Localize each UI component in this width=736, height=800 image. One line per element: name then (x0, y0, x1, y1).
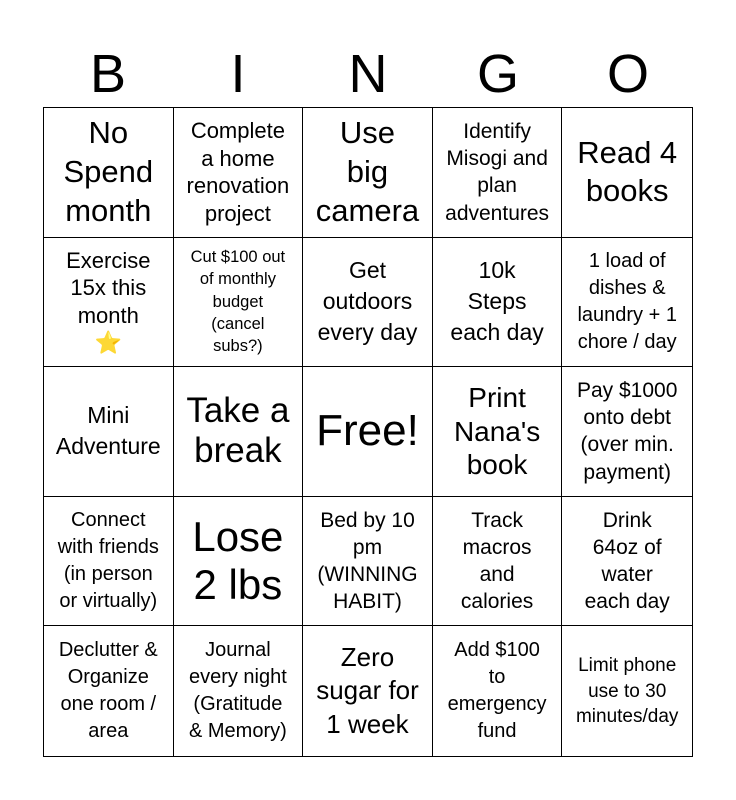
bingo-cell[interactable]: Identify Misogi and plan adventures (433, 108, 563, 238)
bingo-cell[interactable]: Limit phone use to 30 minutes/day (575, 655, 679, 727)
bingo-header (43, 40, 693, 108)
bingo-cell[interactable]: Read 4 books (562, 108, 692, 238)
bingo-cell[interactable]: Lose 2 lbs (174, 497, 304, 627)
bingo-cell[interactable]: Exercise 15x this month ⭐ (44, 238, 174, 368)
bingo-cell[interactable]: Print Nana's book (433, 367, 563, 497)
bingo-cell[interactable]: Bed by 10 pm (WINNING HABIT) (303, 497, 433, 627)
bingo-cell[interactable]: Zero sugar for 1 week (303, 626, 433, 756)
header-letter-g: G (476, 44, 519, 104)
bingo-cell[interactable]: No Spend month (44, 108, 174, 238)
bingo-cell[interactable]: Get outdoors every day (303, 238, 433, 368)
bingo-cell[interactable]: Connect with friends (in person or virtually) (44, 497, 174, 627)
header-letter-n: N (348, 44, 388, 104)
bingo-cell[interactable]: 1 load of dishes & laundry + 1 chore / day (562, 238, 692, 368)
bingo-cell[interactable]: Declutter & Organize one room / area (44, 626, 174, 756)
bingo-cell[interactable]: Cut $100 out of monthly budget (cancel subs?) (174, 238, 304, 368)
header-letter-o: O (606, 44, 649, 104)
free-space[interactable]: Free! (303, 367, 433, 497)
header-letter-i: I (230, 44, 246, 104)
bingo-cell[interactable]: Use big camera (303, 108, 433, 238)
bingo-cell[interactable]: Take a break (174, 367, 304, 497)
header-letter-b: B (89, 44, 127, 104)
bingo-cell[interactable]: Journal every night (Gratitude & Memory) (174, 626, 304, 756)
bingo-cell[interactable]: Add $100 to emergency fund (433, 626, 563, 756)
bingo-cell[interactable]: Drink 64oz of water each day (562, 497, 692, 627)
bingo-cell[interactable]: Track macros and calories (433, 497, 563, 627)
bingo-cell[interactable]: 10k Steps each day (433, 238, 563, 368)
bingo-cell[interactable]: Mini Adventure (44, 367, 174, 497)
bingo-cell[interactable]: Pay $1000 onto debt (over min. payment) (562, 367, 692, 497)
bingo-board (43, 107, 693, 757)
bingo-cell[interactable]: Complete a home renovation project (174, 108, 304, 238)
